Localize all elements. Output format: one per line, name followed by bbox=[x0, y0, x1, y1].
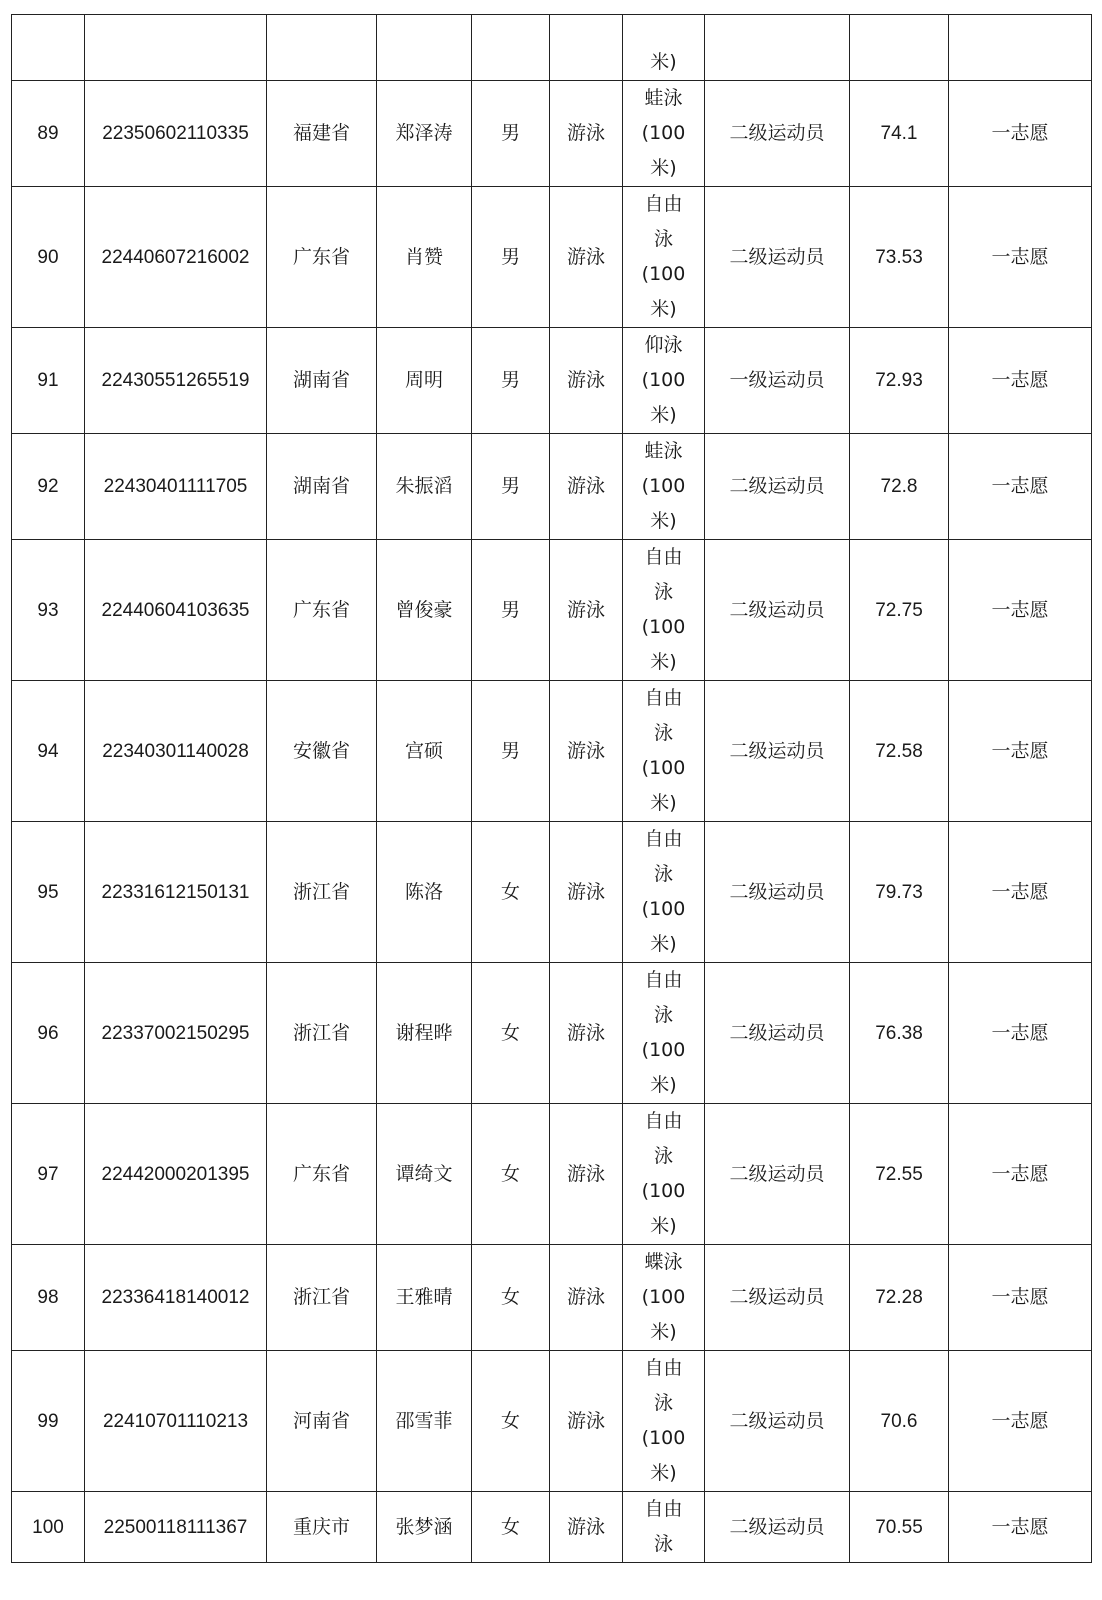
table-row bbox=[12, 1104, 1092, 1245]
sport-cell: 游泳 bbox=[550, 681, 623, 822]
sport-cell: 游泳 bbox=[550, 540, 623, 681]
province-cell: 重庆市 bbox=[267, 1492, 377, 1563]
event-cell bbox=[623, 681, 705, 822]
candidate-id-cell: 22340301140028 bbox=[85, 681, 267, 822]
row-number-cell: 97 bbox=[12, 1104, 85, 1245]
score-cell: 73.53 bbox=[850, 187, 949, 328]
event-line: 泳 bbox=[653, 1004, 673, 1026]
event-line: (100 bbox=[641, 1286, 686, 1308]
student-name-cell: 陈洛 bbox=[377, 822, 472, 963]
preference-cell: 一志愿 bbox=[949, 1104, 1092, 1245]
sport-cell: 游泳 bbox=[550, 328, 623, 434]
preference-cell: 一志愿 bbox=[949, 963, 1092, 1104]
gender-cell: 男 bbox=[472, 681, 550, 822]
row-number-cell: 91 bbox=[12, 328, 85, 434]
province-cell: 广东省 bbox=[267, 540, 377, 681]
table-row bbox=[12, 681, 1092, 822]
score-cell: 74.1 bbox=[850, 81, 949, 187]
preference-cell: 一志愿 bbox=[949, 328, 1092, 434]
score-cell: 70.55 bbox=[850, 1492, 949, 1563]
event-line: 米) bbox=[650, 298, 677, 320]
sport-cell: 游泳 bbox=[550, 822, 623, 963]
row-number-cell: 92 bbox=[12, 434, 85, 540]
event-line: (100 bbox=[641, 616, 686, 638]
score-cell: 72.75 bbox=[850, 540, 949, 681]
sport-cell: 游泳 bbox=[550, 1104, 623, 1245]
preference-cell: 一志愿 bbox=[949, 187, 1092, 328]
table-row bbox=[12, 1245, 1092, 1351]
student-name-cell: 曾俊豪 bbox=[377, 540, 472, 681]
event-line: (100 bbox=[641, 1039, 686, 1061]
event-line: (100 bbox=[641, 475, 686, 497]
event-line: (100 bbox=[641, 122, 686, 144]
gender-cell: 女 bbox=[472, 1245, 550, 1351]
event-cell bbox=[623, 822, 705, 963]
student-name-cell: 王雅晴 bbox=[377, 1245, 472, 1351]
event-line: 米) bbox=[650, 1215, 677, 1237]
candidate-id-cell: 22337002150295 bbox=[85, 963, 267, 1104]
event-cell bbox=[623, 540, 705, 681]
province-cell: 福建省 bbox=[267, 81, 377, 187]
athlete-level-cell: 二级运动员 bbox=[705, 681, 850, 822]
row-number-cell: 90 bbox=[12, 187, 85, 328]
event-line: 自由 bbox=[644, 828, 683, 850]
event-line: 自由 bbox=[644, 1498, 683, 1520]
candidate-id-cell: 22440607216002 bbox=[85, 187, 267, 328]
province-cell: 广东省 bbox=[267, 187, 377, 328]
athlete-level-cell: 二级运动员 bbox=[705, 187, 850, 328]
candidate-id-cell: 22350602110335 bbox=[85, 81, 267, 187]
event-line: 泳 bbox=[653, 1145, 673, 1167]
gender-cell: 男 bbox=[472, 540, 550, 681]
student-name-cell: 周明 bbox=[377, 328, 472, 434]
event-line: 泳 bbox=[653, 863, 673, 885]
student-name-cell: 朱振滔 bbox=[377, 434, 472, 540]
event-cell bbox=[623, 1245, 705, 1351]
gender-cell: 女 bbox=[472, 1104, 550, 1245]
athlete-level-cell: 二级运动员 bbox=[705, 1351, 850, 1492]
event-line: 米) bbox=[650, 933, 677, 955]
event-line: (100 bbox=[641, 898, 686, 920]
event-line: 米) bbox=[650, 651, 677, 673]
score-cell: 76.38 bbox=[850, 963, 949, 1104]
table-row bbox=[12, 963, 1092, 1104]
event-line: 米) bbox=[650, 792, 677, 814]
student-name-cell: 谢程晔 bbox=[377, 963, 472, 1104]
event-line: 米) bbox=[650, 404, 677, 426]
event-line: 蛙泳 bbox=[644, 440, 683, 462]
preference-cell: 一志愿 bbox=[949, 681, 1092, 822]
event-line: 自由 bbox=[644, 687, 683, 709]
preference-cell: 一志愿 bbox=[949, 434, 1092, 540]
gender-cell: 男 bbox=[472, 187, 550, 328]
candidate-id-cell: 22410701110213 bbox=[85, 1351, 267, 1492]
row-number-cell: 94 bbox=[12, 681, 85, 822]
event-cell bbox=[623, 1492, 705, 1563]
table-row bbox=[12, 434, 1092, 540]
candidate-id-cell: 22440604103635 bbox=[85, 540, 267, 681]
event-line: (100 bbox=[641, 1427, 686, 1449]
event-line: (100 bbox=[641, 369, 686, 391]
event-line: 泳 bbox=[653, 722, 673, 744]
candidate-id-cell: 22336418140012 bbox=[85, 1245, 267, 1351]
table-row bbox=[12, 1492, 1092, 1563]
event-line: 仰泳 bbox=[644, 334, 683, 356]
row-number-cell: 100 bbox=[12, 1492, 85, 1563]
preference-cell: 一志愿 bbox=[949, 1351, 1092, 1492]
event-line: 自由 bbox=[644, 546, 683, 568]
candidate-id-cell: 22500118111367 bbox=[85, 1492, 267, 1563]
event-line: 泳 bbox=[653, 1392, 673, 1414]
event-line: (100 bbox=[641, 263, 686, 285]
athlete-level-cell: 二级运动员 bbox=[705, 1245, 850, 1351]
event-cell bbox=[623, 1351, 705, 1492]
athlete-level-cell: 一级运动员 bbox=[705, 328, 850, 434]
candidate-id-cell: 22442000201395 bbox=[85, 1104, 267, 1245]
score-cell: 79.73 bbox=[850, 822, 949, 963]
gender-cell: 男 bbox=[472, 81, 550, 187]
gender-cell: 女 bbox=[472, 1351, 550, 1492]
table-row bbox=[12, 81, 1092, 187]
student-name-cell: 谭绮文 bbox=[377, 1104, 472, 1245]
candidate-id-cell: 22331612150131 bbox=[85, 822, 267, 963]
gender-cell: 女 bbox=[472, 822, 550, 963]
province-cell: 浙江省 bbox=[267, 963, 377, 1104]
preference-cell: 一志愿 bbox=[949, 540, 1092, 681]
athlete-level-cell: 二级运动员 bbox=[705, 540, 850, 681]
event-line: 泳 bbox=[653, 228, 673, 250]
event-line: 米) bbox=[650, 51, 677, 73]
gender-cell: 女 bbox=[472, 963, 550, 1104]
score-cell: 72.93 bbox=[850, 328, 949, 434]
event-line: 米) bbox=[650, 1462, 677, 1484]
sport-cell: 游泳 bbox=[550, 434, 623, 540]
row-number-cell: 89 bbox=[12, 81, 85, 187]
sport-cell: 游泳 bbox=[550, 1351, 623, 1492]
gender-cell: 男 bbox=[472, 434, 550, 540]
row-number-cell: 93 bbox=[12, 540, 85, 681]
event-line: 自由 bbox=[644, 193, 683, 215]
table-row bbox=[12, 540, 1092, 681]
province-cell: 浙江省 bbox=[267, 1245, 377, 1351]
student-name-cell: 肖赞 bbox=[377, 187, 472, 328]
row-number-cell: 96 bbox=[12, 963, 85, 1104]
sport-cell: 游泳 bbox=[550, 963, 623, 1104]
candidate-id-cell: 22430401111705 bbox=[85, 434, 267, 540]
gender-cell: 男 bbox=[472, 328, 550, 434]
event-line: 自由 bbox=[644, 969, 683, 991]
score-cell: 72.8 bbox=[850, 434, 949, 540]
table-row bbox=[12, 822, 1092, 963]
athlete-level-cell: 二级运动员 bbox=[705, 81, 850, 187]
event-cell bbox=[623, 1104, 705, 1245]
province-cell: 浙江省 bbox=[267, 822, 377, 963]
event-cell bbox=[623, 187, 705, 328]
preference-cell: 一志愿 bbox=[949, 822, 1092, 963]
event-line: 蛙泳 bbox=[644, 87, 683, 109]
candidate-id-cell: 22430551265519 bbox=[85, 328, 267, 434]
event-line: 米) bbox=[650, 157, 677, 179]
event-line: 米) bbox=[650, 510, 677, 532]
score-cell: 72.58 bbox=[850, 681, 949, 822]
event-line: (100 bbox=[641, 1180, 686, 1202]
event-cell bbox=[623, 328, 705, 434]
sport-cell: 游泳 bbox=[550, 81, 623, 187]
student-name-cell: 邵雪菲 bbox=[377, 1351, 472, 1492]
athlete-level-cell: 二级运动员 bbox=[705, 1492, 850, 1563]
score-cell: 72.28 bbox=[850, 1245, 949, 1351]
province-cell: 河南省 bbox=[267, 1351, 377, 1492]
gender-cell: 女 bbox=[472, 1492, 550, 1563]
results-table bbox=[11, 14, 1092, 1563]
row-number-cell: 99 bbox=[12, 1351, 85, 1492]
province-cell: 湖南省 bbox=[267, 328, 377, 434]
sport-cell: 游泳 bbox=[550, 187, 623, 328]
event-line: 自由 bbox=[644, 1357, 683, 1379]
table-row-partial bbox=[12, 15, 1092, 81]
row-number-cell: 98 bbox=[12, 1245, 85, 1351]
student-name-cell: 张梦涵 bbox=[377, 1492, 472, 1563]
athlete-level-cell: 二级运动员 bbox=[705, 1104, 850, 1245]
row-number-cell: 95 bbox=[12, 822, 85, 963]
event-line: 蝶泳 bbox=[644, 1251, 683, 1273]
sport-cell: 游泳 bbox=[550, 1245, 623, 1351]
event-line: 米) bbox=[650, 1074, 677, 1096]
event-cell bbox=[623, 15, 705, 81]
sport-cell: 游泳 bbox=[550, 1492, 623, 1563]
athlete-level-cell: 二级运动员 bbox=[705, 963, 850, 1104]
preference-cell: 一志愿 bbox=[949, 1492, 1092, 1563]
table-row bbox=[12, 328, 1092, 434]
table-row bbox=[12, 187, 1092, 328]
event-line: 泳 bbox=[653, 1533, 673, 1555]
table-row bbox=[12, 1351, 1092, 1492]
province-cell: 广东省 bbox=[267, 1104, 377, 1245]
event-cell bbox=[623, 434, 705, 540]
athlete-level-cell: 二级运动员 bbox=[705, 822, 850, 963]
score-cell: 72.55 bbox=[850, 1104, 949, 1245]
event-line: 自由 bbox=[644, 1110, 683, 1132]
student-name-cell: 郑泽涛 bbox=[377, 81, 472, 187]
event-cell bbox=[623, 81, 705, 187]
score-cell: 70.6 bbox=[850, 1351, 949, 1492]
student-name-cell: 宫硕 bbox=[377, 681, 472, 822]
province-cell: 安徽省 bbox=[267, 681, 377, 822]
event-line: (100 bbox=[641, 757, 686, 779]
preference-cell: 一志愿 bbox=[949, 81, 1092, 187]
preference-cell: 一志愿 bbox=[949, 1245, 1092, 1351]
athlete-level-cell: 二级运动员 bbox=[705, 434, 850, 540]
event-cell bbox=[623, 963, 705, 1104]
event-line: 米) bbox=[650, 1321, 677, 1343]
event-line: 泳 bbox=[653, 581, 673, 603]
province-cell: 湖南省 bbox=[267, 434, 377, 540]
